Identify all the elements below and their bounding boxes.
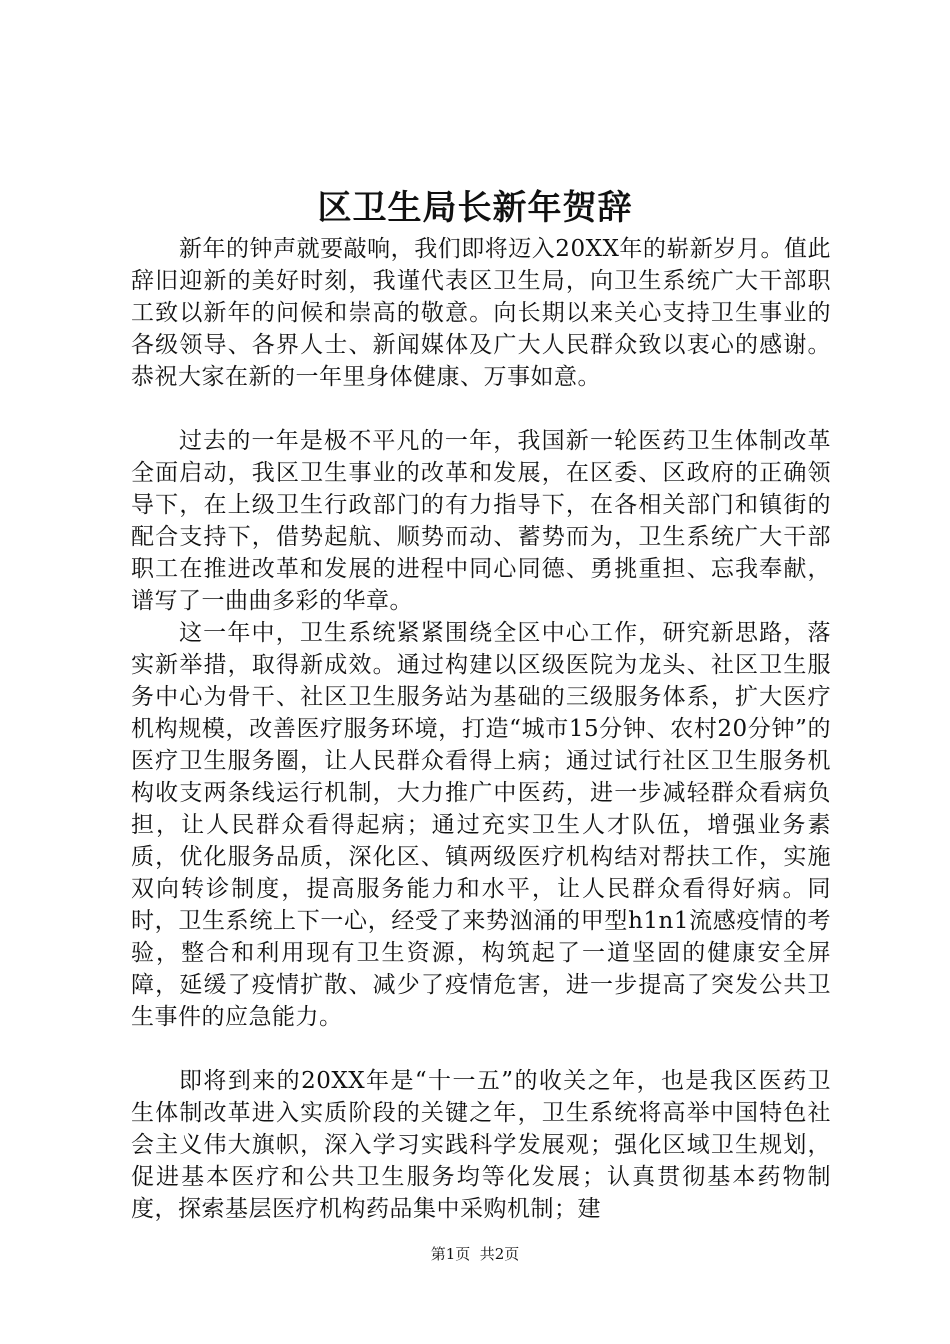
paragraph-past-year-review: 过去的一年是极不平凡的一年，我国新一轮医药卫生体制改革全面启动，我区卫生事业的改革和发展，在区委、区政府的正确领导下，在上级卫生行政部门的有力指导下，在各相关部门和镇街的配合支持下，借势起航、顺势而动、蓄势而为，卫生系统广大干部职工在推进改革和发展的进程中同心同德、勇挑重担、忘我奉献，谱写了一曲曲多彩的华章。 [131,428,831,614]
document-body [131,233,831,1225]
paragraph-spacer [131,1033,831,1065]
document-title: 区卫生局长新年贺辞 [317,188,633,228]
paragraph-achievements: 这一年中，卫生系统紧紧围绕全区中心工作，研究新思路，落实新举措，取得新成效。通过构建以区级医院为龙头、社区卫生服务中心为骨干、社区卫生服务站为基础的三级服务体系，扩大医疗机构规模，改善医疗服务环境，打造“城市15分钟、农村20分钟”的医疗卫生服务圈，让人民群众看得上病；通过试行社区卫生服务机构收支两条线运行机制，大力推广中医药，进一步减轻群众看病负担，让人民群众看得起病；通过充实卫生人才队伍，增强业务素质，优化服务品质，深化区、镇两级医疗机构结对帮扶工作，实施双向转诊制度，提高服务能力和水平，让人民群众看得好病。同时，卫生系统上下一心，经受了来势汹涌的甲型h1n1流感疫情的考验，整合和利用现有卫生资源，构筑起了一道坚固的健康安全屏障，延缓了疫情扩散、减少了疫情危害，进一步提高了突发公共卫生事件的应急能力。 [131,620,831,1030]
page-number-label: 第1页 共2页 [430,1245,520,1263]
paragraph-new-year-greeting: 新年的钟声就要敲响，我们即将迈入20XX年的崭新岁月。值此辞旧迎新的美好时刻，我谨代表区卫生局，向卫生系统广大干部职工致以新年的问候和崇高的敬意。向长期以来关心支持卫生事业的各级领导、各界人士、新闻媒体及广大人民群众致以衷心的感谢。恭祝大家在新的一年里身体健康、万事如意。 [131,236,831,390]
page-footer [0,1243,950,1265]
paragraph-next-year-plan: 即将到来的20XX年是“十一五”的收关之年，也是我区医药卫生体制改革进入实质阶段的关键之年，卫生系统将高举中国特色社会主义伟大旗帜，深入学习实践科学发展观；强化区域卫生规划，促进基本医疗和公共卫生服务均等化发展；认真贯彻基本药物制度，探索基层医疗机构药品集中采购机制；建 [131,1068,831,1222]
paragraph-spacer [131,393,831,425]
